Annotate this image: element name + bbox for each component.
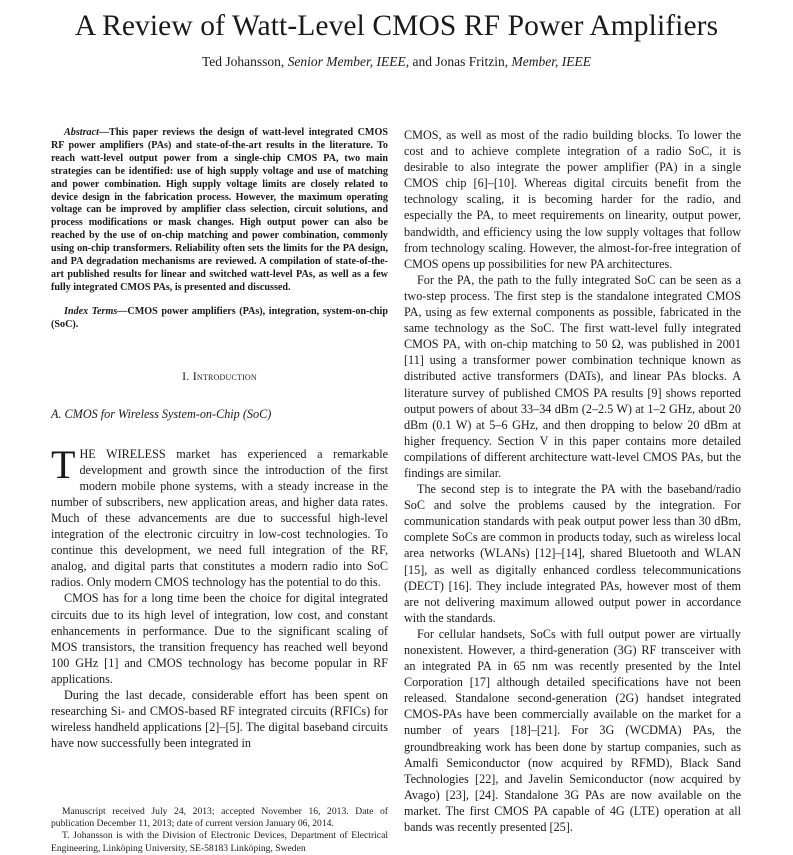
index-terms [51, 306, 388, 332]
author-name: Ted Johansson [201, 54, 281, 69]
section-number: I. [182, 368, 190, 383]
author-line: Ted Johansson, Senior Member, IEEE, and Jonas Fritzin, Member, IEEE [201, 54, 591, 69]
abstract-text: This paper reviews the design of watt-level integrated CMOS RF power amplifiers (PAs) and state-of-the-art results in the literature. To reach watt-level output power from a single-chip CMOS PA, two main strategies can be identified: use of high supply voltage and use of matching and power combination. High supply voltage limits are closely related to device design in the fabrication process. However, the maximum operating voltage can be improved by amplifier class selection, circuit solutions, and process modifications or mask changes. High output power can also be reached by the use of on-chip matching and power combination, commonly using on-chip transformers. Reliability often sets the limits for the PA design, and PA degradation mechanisms are reviewed. A compilation of state-of-the-art published results for linear and switched watt-level PAs, as well as a few fully integrated CMOS PAs, is presented and discussed. [51, 127, 388, 293]
intro-paragraph-text: HE WIRELESS market has experienced a remarkable development and growth since the introduction of the first modern mobile phone systems, with a steady increase in the number of subscribers, new application areas, and higher data rates. Much of these advancements are due to successful high-level integration of the electronic circuitry in low-cost technologies. To continue this development, we need full integration of the RF, analog, and digital parts that constitutes a modern radio into SoC radios. Only modern CMOS technology has the potential to do this. [51, 446, 388, 590]
author-role: Member, IEEE [511, 54, 591, 69]
author-name: Jonas Fritzin [435, 54, 505, 69]
body-paragraph: During the last decade, considerable effort has been spent on researching Si- and CMOS-based RF integrated circuits (RFICs) for wireless handheld applications [2]–[5]. The digital baseband circuits have now successfully been integrated in [51, 688, 388, 751]
body-paragraph: The second step is to integrate the PA with the baseband/radio SoC and solve the problems caused by the integration. For communication standards with peak output power less than 30 dBm, complete SoCs are common in products today, such as wireless local area networks (WLANs) [12]–[14], shared Bluetooth and WLAN [15], as well as digitally enhanced cordless telecommunications (DECT) [16]. They include integrated PAs, however most of them are not delivering maximum allowed output power in accordance with the standards. [404, 482, 741, 625]
author-role: Senior Member, IEEE [287, 54, 406, 69]
intro-paragraph [51, 441, 388, 591]
footnote [51, 806, 388, 855]
abstract-label: Abstract— [64, 127, 110, 138]
body-paragraph: CMOS, as well as most of the radio building blocks. To lower the cost and to achieve complete integration of a radio SoC, it is desirable to also integrate the power amplifier (PA) in a single CMOS chip [6]–[10]. Whereas digital circuits benefit from the technology scaling, it is becoming harder for the radio, and especially the PA, to meet requirements on linearity, output power, bandwidth, and efficiency using the low supply voltages that follow from technology scaling. However, the almost-for-free integration of CMOS opens up possibilities for new PA architectures. [404, 128, 741, 271]
paper-title: A Review of Watt-Level CMOS RF Power Amplifiers [74, 10, 719, 42]
body-paragraph: For the PA, the path to the fully integrated SoC can be seen as a two-step process. The first step is the standalone integrated CMOS PA, using as few external components as possible, fabricated in the same technology as the SoC. The first watt-level fully integrated CMOS PA, with on-chip matching to 50 Ω, was published in 2001 [11] using a transformer power combination technique known as distributed active transformers (DATs), and linear PAs blocks. A literature survey of published CMOS PA results [9] shows reported output powers of about 33–34 dBm (2–2.5 W) at 1–2 GHz, about 20 dBm (0.1 W) at 5–6 GHz, and then dropping to below 20 dBm at higher frequency. Section V in this paper contains more detailed compilations of different architecture watt-level CMOS PAs, but the findings are similar. [404, 272, 741, 480]
left-column [51, 127, 388, 751]
body-paragraph: For cellular handsets, SoCs with full output power are virtually nonexistent. However, a third-generation (3G) RF transceiver with an integrated PA in 65 nm was recently presented by the Intel Corporation [17] although detailed specifications have not been released. Standalone second-generation (2G) handset integrated CMOS-PAs have been commercially available on the market for a number of years [18]–[21]. For 3G (WCDMA) PAs, the groundbreaking work has been done by startup companies, such as Amalfi Semiconductor (now acquired by RFMD), Black Sand Technologies [22], and Javelin Semiconductor (now acquired by Avago) [23], [24]. Standalone 3G PAs are now available on the market. The first CMOS PA capable of 4G (LTE) operation at all bands was recently presented [25]. [404, 626, 741, 835]
subsection-heading: A. CMOS for Wireless System-on-Chip (SoC) [51, 406, 272, 421]
index-terms-text: CMOS power amplifiers (PAs), integration, system-on-chip (SoC). [51, 305, 388, 330]
abstract [51, 127, 388, 295]
author-conjunction: and [412, 54, 433, 69]
right-column [404, 127, 741, 835]
index-terms-label: Index Terms— [64, 305, 128, 317]
drop-cap: T [51, 441, 76, 487]
section-title: Introduction [192, 368, 257, 383]
body-paragraph: CMOS has for a long time been the choice for digital integrated circuits due to its high level of integration, low cost, and constant enhancements in performance. Due to the significant scaling of MOS transistors, the transition frequency has reached well beyond 100 GHz [1] and CMOS technology has become popular in RF applications. [51, 591, 388, 686]
section-heading [51, 369, 388, 384]
footnote-affiliation: T. Johansson is with the Division of Electronic Devices, Department of Electrical Engineering, Linköping University, SE-58183 Linköping, Sweden [51, 830, 388, 854]
footnote-manuscript: Manuscript received July 24, 2013; accepted November 16, 2013. Date of publication December 11, 2013; date of current version January 06, 2014. [51, 806, 388, 830]
